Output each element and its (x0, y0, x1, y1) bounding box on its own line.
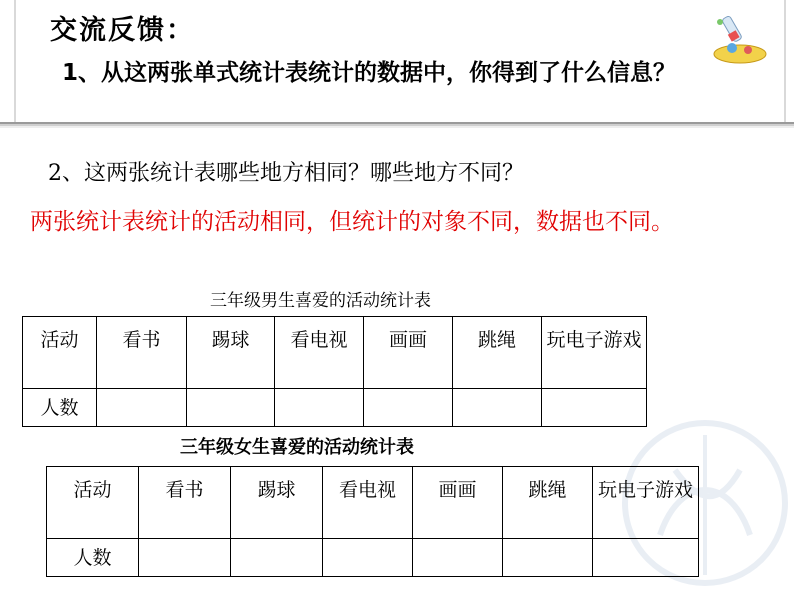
table-row (23, 389, 647, 427)
header-cell: 踢球 (187, 317, 275, 389)
value-cell (453, 389, 542, 427)
row-label: 人数 (47, 539, 139, 577)
header-cell: 玩电子游戏 (593, 467, 699, 539)
value-cell (323, 539, 413, 577)
slide-right-border (784, 0, 786, 122)
table-caption-girls: 三年级女生喜爱的活动统计表 (180, 437, 414, 458)
header-cell: 踢球 (231, 467, 323, 539)
header-divider (0, 122, 794, 128)
value-cell (231, 539, 323, 577)
header-cell: 看书 (97, 317, 187, 389)
slide-title: 交流反馈： (50, 15, 195, 46)
table-row (47, 539, 699, 577)
header-cell: 画画 (413, 467, 503, 539)
header-cell: 看电视 (323, 467, 413, 539)
header-cell: 看电视 (275, 317, 364, 389)
header-cell: 看书 (139, 467, 231, 539)
value-cell (364, 389, 453, 427)
header-cell: 跳绳 (503, 467, 593, 539)
value-cell (413, 539, 503, 577)
row-label: 人数 (23, 389, 97, 427)
answer-text: 两张统计表统计的活动相同，但统计的对象不同，数据也不同。 (30, 209, 674, 235)
value-cell (97, 389, 187, 427)
science-flask-icon (702, 10, 772, 70)
question-two: 2、这两张统计表哪些地方相同？哪些地方不同？ (48, 161, 524, 186)
girls-activity-table (46, 466, 699, 577)
header-cell: 跳绳 (453, 317, 542, 389)
value-cell (275, 389, 364, 427)
question-one: 1、从这两张单式统计表统计的数据中，你得到了什么信息？ (62, 60, 677, 86)
header-cell: 活动 (23, 317, 97, 389)
value-cell (542, 389, 647, 427)
header-cell: 玩电子游戏 (542, 317, 647, 389)
value-cell (139, 539, 231, 577)
header-cell: 画画 (364, 317, 453, 389)
value-cell (503, 539, 593, 577)
table-caption-boys: 三年级男生喜爱的活动统计表 (210, 291, 431, 311)
boys-activity-table (22, 316, 647, 427)
header-cell: 活动 (47, 467, 139, 539)
value-cell (187, 389, 275, 427)
slide-left-border (14, 0, 16, 122)
table-header-row (23, 317, 647, 389)
table-header-row (47, 467, 699, 539)
value-cell (593, 539, 699, 577)
